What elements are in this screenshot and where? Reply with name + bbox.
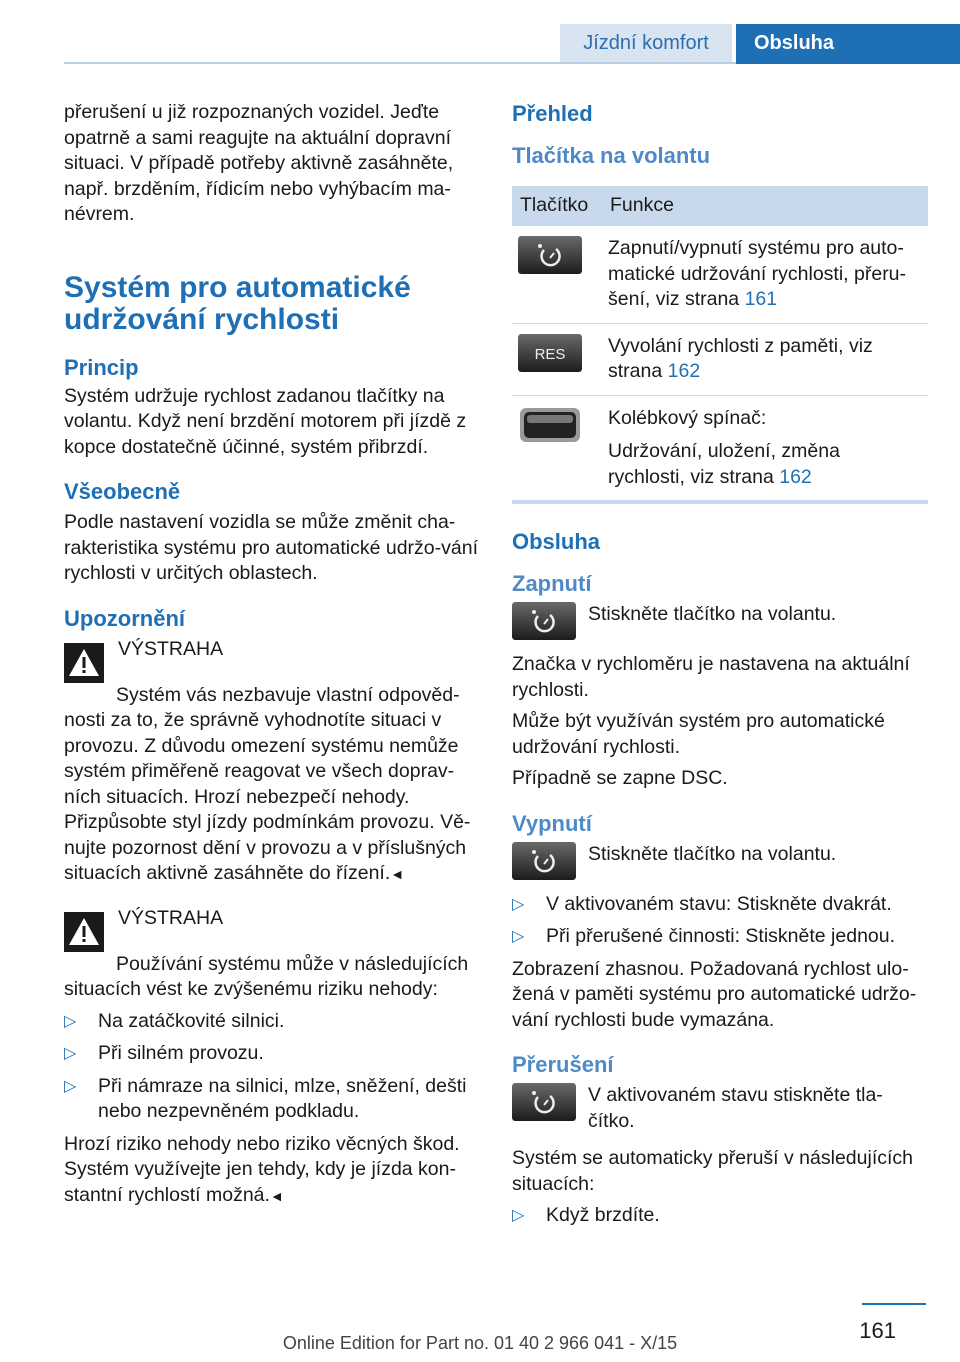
warning1-text-wrap [64,683,478,888]
svg-text:RES: RES [534,345,566,363]
table-row [512,323,928,395]
header-chapter-tab: Obsluha [736,24,960,64]
tlacitka-heading: Tlačítka na volantu [512,143,711,168]
warning-triangle-icon [64,643,104,683]
warning-block-1 [64,637,478,683]
princip-text: Systém udržuje rychlost zadanou tlačítky na volantu. Když není brzdění motorem při jízdě z kopce dostatečně účinné, systém přibrzdí. [64,384,467,458]
warning2-text: Používání systému může v následujících situacích vést ke zvýšenému riziku nehody: [64,952,469,1000]
vseobecne-text: Podle nastavení vozidla se může změnit cha‐rakteristika systému pro automatické udržo‐vání rychlosti v určitých oblastech. [64,511,478,584]
preruseni-list [512,1203,928,1229]
edition-footer: Online Edition for Part no. 01 40 2 966 041 - X/15 [282,1333,678,1353]
zapnuti-step: Stiskněte tlačítko na volantu. [512,602,928,640]
vypnuti-step: Stiskněte tlačítko na volantu. [512,842,928,880]
zapnuti-p3: Případně se zapne DSC. [512,767,728,789]
page-number-rule [862,1303,926,1305]
prehled-heading: Přehled [512,101,593,126]
zapnuti-heading: Zapnutí [512,571,592,596]
page-number: 161 [859,1318,896,1343]
section-title: Systém pro automatické udržování rychlosti [64,270,411,336]
warning-triangle-icon [64,912,104,952]
warning2-footer-wrap [64,1132,478,1210]
list-item: ▷ V aktivovaném stavu: Stiskněte dvakrát. [512,892,928,918]
cruise-control-button-icon [518,236,582,274]
intro-paragraph: přerušení u již rozpoznaných vozidel. Jeďte opatrně a sami reagujte na aktuální dopravní situaci. V případě potřeby aktivně zasáhněte, např. brzděním, řídicím nebo vyhýbacím ma‐névrem. [64,101,454,225]
list-item: ▷ Na zatáčkovité silnici. [64,1009,478,1035]
vseobecne-heading: Všeobecně [64,479,181,504]
page-ref-link[interactable]: 161 [744,288,778,310]
triangle-right-icon: ▷ [64,1077,77,1095]
warning2-list [64,1009,478,1125]
header-section-tab: Jízdní komfort [560,24,732,62]
preruseni-heading: Přerušení [512,1052,614,1077]
res-button-icon [518,334,582,372]
cruise-control-button-icon [512,842,576,880]
triangle-right-icon: ▷ [512,928,525,945]
cruise-control-button-icon [512,1083,576,1121]
row3-function: Kolébkový spínač: Udržování, uložení, změna rychlosti, viz strana 162 [602,395,928,502]
table-header-button: Tlačítko [512,186,602,226]
list-item: ▷ Při přerušené činnosti: Stiskněte jednou. [512,924,928,950]
row1-function: Zapnutí/vypnutí systému pro auto‐matické udržování rychlosti, přeru‐šení, viz strana 161 [602,226,928,323]
vypnuti-list [512,892,928,950]
list-item: ▷ Při silném provozu. [64,1041,478,1067]
button-table [512,186,928,504]
vypnuti-heading: Vypnutí [512,810,592,836]
warning-block-2 [64,906,478,952]
right-column [512,100,928,1236]
end-mark: ◄ [390,866,405,882]
table-header-function: Funkce [602,186,928,226]
triangle-right-icon: ▷ [64,1012,77,1030]
preruseni-step: V aktivovaném stavu stiskněte tla‐čítko. [512,1083,928,1134]
table-row [512,395,928,502]
princip-heading: Princip [64,354,139,380]
table-row [512,226,928,323]
zapnuti-p1: Značka v rychloměru je nastavena na aktuální rychlosti. [512,653,910,701]
warning1-text: Systém vás nezbavuje vlastní odpověd‐nosti za to, že správně vyhodnotíte situaci v provozu. Z důvodu omezení systému nemůže systém přiměřeně reagovat ve všech doprav‐ních situacích. Hrozí nebezpečí nehody. Přizpůsobte styl jízdy podmínkám provozu. Vě‐nujte pozornost dění v provozu a v příslušných situacích aktivně zasáhněte do řízení. [64,683,471,884]
list-item: ▷ Když brzdíte. [512,1203,928,1229]
warning2-footer: Hrozí riziko nehody nebo riziko věcných škod. Systém využívejte jen tehdy, kdy je jízda kon‐stantní rychlostí možná. [64,1132,460,1206]
left-column [64,100,478,1215]
cruise-control-button-icon [512,602,576,640]
warning1-title: VÝSTRAHA [118,637,224,660]
preruseni-p1: Systém se automaticky přeruší v následujících situacích: [512,1147,913,1195]
warning2-title: VÝSTRAHA [118,906,224,929]
zapnuti-p2: Může být využíván systém pro automatické udržování rychlosti. [512,710,885,758]
upozorneni-heading: Upozornění [64,605,185,631]
rocker-switch-icon [518,406,582,444]
list-item: ▷ Při námraze na silnici, mlze, sněžení, dešti nebo nezpevněném podkladu. [64,1074,467,1122]
vypnuti-p1: Zobrazení zhasnou. Požadovaná rychlost ulo‐žená v paměti systému pro automatické udržo‐vání rychlosti bude vymazána. [512,957,917,1031]
triangle-right-icon: ▷ [512,1207,525,1224]
page-ref-link[interactable]: 162 [779,465,812,488]
end-mark: ◄ [269,1187,284,1204]
page-ref-link[interactable]: 162 [667,360,701,382]
row2-function: Vyvolání rychlosti z paměti, viz strana 162 [602,323,928,395]
triangle-right-icon: ▷ [64,1045,77,1062]
triangle-right-icon: ▷ [512,895,525,913]
obsluha-heading: Obsluha [512,529,601,554]
